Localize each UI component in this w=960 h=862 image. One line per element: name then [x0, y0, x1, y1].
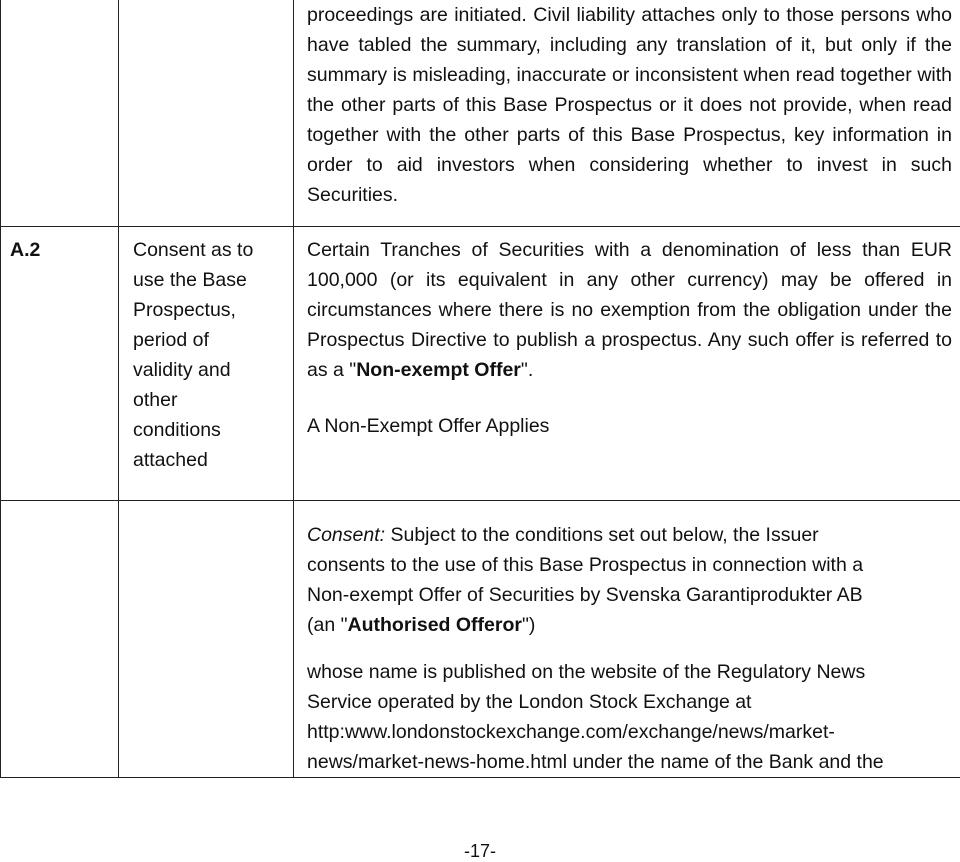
consent-text-line: consents to the use of this Base Prospectus in connection with a — [307, 554, 864, 576]
a2-content — [307, 235, 952, 441]
prev-element-text — [307, 0, 952, 210]
publication-line: news/market-news-home.html under the name of the Bank and the — [307, 751, 884, 773]
consent-text-line: Non-exempt Offer of Securities by Svenska Garantiprodukter AB — [307, 584, 863, 606]
page-number: -17- — [463, 841, 496, 861]
consent-content — [307, 520, 957, 777]
publication-line: Service operated by the London Stock Exchange at — [307, 691, 752, 713]
row-divider-2 — [0, 500, 960, 501]
column-divider-1 — [118, 0, 119, 778]
consent-close: ") — [521, 614, 536, 636]
a2-heading — [133, 235, 283, 475]
consent-text-line: Subject to the conditions set out below, the Issuer — [385, 524, 819, 546]
a2-heading-line: other — [133, 389, 178, 411]
publication-line: whose name is published on the website of the Regulatory News — [307, 661, 866, 683]
authorised-offeror-term: Authorised Offeror — [347, 614, 522, 636]
a2-heading-line: conditions — [133, 419, 221, 441]
consent-label: Consent: — [307, 524, 386, 546]
row-divider-1 — [0, 226, 960, 227]
liability-paragraph: proceedings are initiated. Civil liability attaches only to those persons who have tabled the summary, including any translation of it, but only if the summary is misleading, inaccurate or inconsistent when read together with the other parts of this Base Prospectus or it does not provide, when read together with the other parts of this Base Prospectus, key information in order to aid investors when considering whether to invest in such Securities. — [307, 4, 952, 206]
table-border-bottom — [0, 777, 960, 778]
a2-heading-line: period of — [133, 329, 209, 351]
a2-heading-line: Consent as to — [133, 239, 254, 261]
non-exempt-offer-applies: A Non-Exempt Offer Applies — [307, 415, 550, 437]
element-ref-a2: A.2 — [10, 239, 41, 261]
non-exempt-offer-close: ". — [520, 359, 534, 381]
publication-line: http:www.londonstockexchange.com/exchange/news/market- — [307, 721, 835, 743]
non-exempt-offer-paragraph — [307, 235, 952, 385]
column-divider-2 — [293, 0, 294, 778]
consent-text-line: (an " — [307, 614, 348, 636]
a2-heading-line: validity and — [133, 359, 231, 381]
consent-line — [307, 520, 957, 550]
table-border-left — [0, 0, 1, 778]
consent-line — [307, 610, 957, 640]
non-exempt-offer-term: Non-exempt Offer — [356, 359, 521, 381]
a2-heading-line: Prospectus, — [133, 299, 236, 321]
a2-heading-line: use the Base — [133, 269, 247, 291]
a2-heading-line: attached — [133, 449, 208, 471]
non-exempt-offer-text: Certain Tranches of Securities with a denomination of less than EUR 100,000 (or its equivalent in any other currency) may be offered in circumstances where there is no exemption from the obligation under the Prospectus Directive to publish a prospectus. Any such offer is referred to as a " — [307, 239, 952, 381]
